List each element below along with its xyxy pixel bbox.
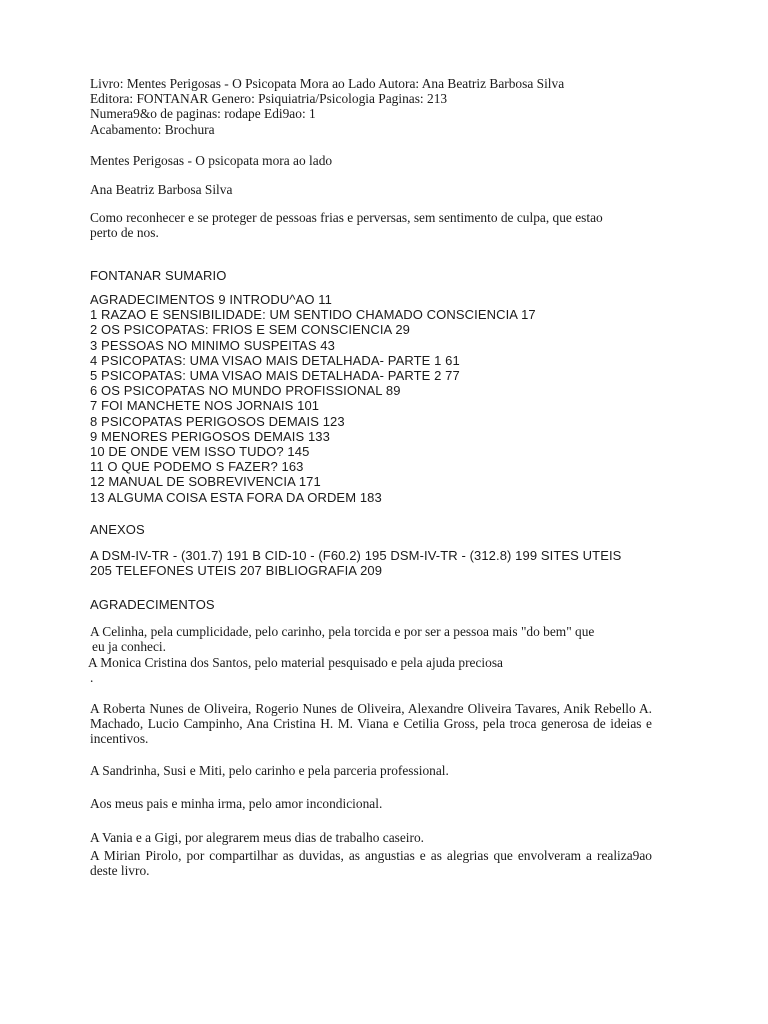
summary-heading: FONTANAR SUMARIO — [90, 268, 227, 283]
metadata-line: Numera9&o de paginas: rodape Edi9ao: 1 — [90, 106, 316, 122]
summary-item: 4 PSICOPATAS: UMA VISAO MAIS DETALHADA- PARTE 1 61 — [90, 352, 460, 368]
ack-paragraph: A Celinha, pela cumplicidade, pelo carinho, pela torcida e por ser a pessoa mais "do bem" que eu ja conheci. — [90, 624, 595, 655]
summary-item: 13 ALGUMA COISA ESTA FORA DA ORDEM 183 — [90, 489, 382, 505]
summary-item: 11 O QUE PODEMO S FAZER? 163 — [90, 459, 304, 475]
ack-paragraph: A Monica Cristina dos Santos, pelo material pesquisado e pela ajuda preciosa — [88, 655, 504, 670]
summary-list — [90, 292, 652, 505]
summary-item: 2 OS PSICOPATAS: FRIOS E SEM CONSCIENCIA 29 — [90, 322, 410, 338]
ack-separator: . — [90, 670, 94, 685]
ack-paragraph: A Mirian Pirolo, por compartilhar as duvidas, as angustias e as alegrias que envolveram a realiza9ao deste livro. — [90, 848, 652, 879]
ack-paragraph: Aos meus pais e minha irma, pelo amor incondicional. — [90, 796, 383, 811]
book-title: Mentes Perigosas - O psicopata mora ao lado — [90, 153, 333, 168]
ack-paragraph: A Roberta Nunes de Oliveira, Rogerio Nunes de Oliveira, Alexandre Oliveira Tavares, Anik Rebello A. Machado, Lucio Campinho, Ana Cristina H. M. Viana e Cetilia Gross, pela troca generosa de ideias e incentivos. — [90, 701, 652, 747]
summary-item: AGRADECIMENTOS 9 INTRODU^AO 11 — [90, 292, 332, 307]
book-metadata — [90, 76, 652, 137]
metadata-line: Livro: Mentes Perigosas - O Psicopata Mora ao Lado Autora: Ana Beatriz Barbosa Silva — [90, 76, 565, 91]
metadata-line: Editora: FONTANAR Genero: Psiquiatria/Psicologia Paginas: 213 — [90, 91, 448, 107]
summary-item: 12 MANUAL DE SOBREVIVENCIA 171 — [90, 474, 321, 490]
summary-item: 10 DE ONDE VEM ISSO TUDO? 145 — [90, 444, 310, 460]
metadata-line: Acabamento: Brochura — [90, 121, 215, 137]
acknowledgements-heading: AGRADECIMENTOS — [90, 597, 215, 612]
summary-item: 7 FOI MANCHETE NOS JORNAIS 101 — [90, 398, 320, 414]
ack-paragraph: A Sandrinha, Susi e Miti, pelo carinho e pela parceria professional. — [90, 763, 449, 778]
book-subtitle: Como reconhecer e se proteger de pessoas frias e perversas, sem sentimento de culpa, que estao perto de nos. — [90, 210, 603, 241]
summary-item: 3 PESSOAS NO MINIMO SUSPEITAS 43 — [90, 337, 335, 353]
annexes-list: A DSM-IV-TR - (301.7) 191 B CID-10 - (F60.2) 195 DSM-IV-TR - (312.8) 199 SITES UTEIS 205 TELEFONES UTEIS 207 BIBLIOGRAFIA 209 — [90, 548, 622, 579]
ack-paragraph: A Vania e a Gigi, por alegrarem meus dias de trabalho caseiro. — [90, 830, 425, 845]
annexes-heading: ANEXOS — [90, 522, 145, 537]
summary-item: 6 OS PSICOPATAS NO MUNDO PROFISSIONAL 89 — [90, 383, 401, 399]
summary-item: 8 PSICOPATAS PERIGOSOS DEMAIS 123 — [90, 413, 345, 429]
summary-item: 5 PSICOPATAS: UMA VISAO MAIS DETALHADA- PARTE 2 77 — [90, 368, 460, 384]
summary-item: 9 MENORES PERIGOSOS DEMAIS 133 — [90, 428, 330, 444]
summary-item: 1 RAZAO E SENSIBILIDADE: UM SENTIDO CHAMADO CONSCIENCIA 17 — [90, 307, 536, 323]
book-author: Ana Beatriz Barbosa Silva — [90, 182, 233, 197]
